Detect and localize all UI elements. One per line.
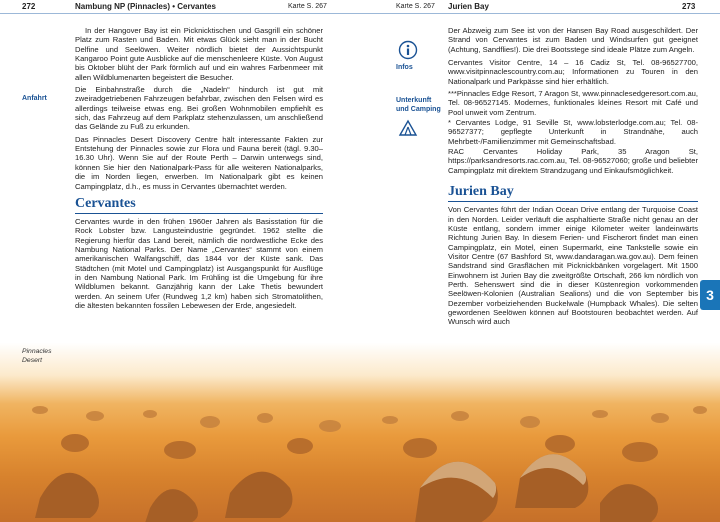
lodging-entry: * Cervantes Lodge, 91 Seville St, www.lobsterlodge.com.au; Tel. 08-96527377; gepflegte Unterkunft in Strandnähe, auch Mehrbett-/Familienzimmer mit Gemeinschaftsbad.: [448, 118, 698, 146]
lodging-entry: RAC Cervantes Holiday Park, 35 Aragon St, https://parksandresorts.rac.com.au, Tel. 08-96527060; große und beliebter Campingplatz mit direktem Strandzugang und Einkaufsmöglichkeit.: [448, 147, 698, 175]
running-head: Jurien Bay: [448, 2, 489, 11]
running-head: Nambung NP (Pinnacles) • Cervantes: [75, 2, 216, 11]
margin-label-infos: Infos: [396, 64, 413, 71]
chapter-tab[interactable]: 3: [700, 280, 720, 310]
page-number: 272: [22, 2, 36, 11]
info-icon: [398, 40, 418, 60]
right-body: [448, 26, 698, 328]
right-running-header: [360, 0, 720, 14]
paragraph: In der Hangover Bay ist ein Picknicktischen und Gasgrill ein schöner Platz zum Rasten und Baden. Mit etwas Glück sieht man in der Bucht Delfine und Seelöwen. Weiter nördlich bietet der Aussichtspunkt Kangaroo Point gute Ausblicke auf die menschenleere Küste. Von August bis Oktober blüht der Park förmlich auf und ein wahres Farbenmeer mit allen Wildblumenarten begeistert die Besucher.: [75, 26, 323, 82]
paragraph: Der Abzweig zum See ist von der Hansen Bay Road ausgeschildert. Der Strand von Cervantes ist zum Baden und Windsurfen gut geeignet (Achtung, Sandflies!). Die drei Bootsstege sind ideale Plätze zum Angeln.: [448, 26, 698, 54]
info-entry: Cervantes Visitor Centre, 14 – 16 Cadiz St, Tel. 08-96527700, www.visitpinnaclescountry.com.au; Informationen zu Touren in den Nationalpark und Parkpässe sind hier erhältlich.: [448, 58, 698, 86]
map-reference: Karte S. 267: [396, 3, 435, 10]
margin-label-anfahrt: Anfahrt: [22, 95, 47, 102]
margin-label-camping: Unterkunft und Camping: [396, 97, 441, 113]
lodging-entry: ***Pinnacles Edge Resort, 7 Aragon St, www.pinnaclesedgeresort.com.au, Tel. 08-96527145. Modernes, funktionales kleines Resort mit Café und Pool unweit vom Zentrum.: [448, 89, 698, 117]
page-number: 273: [682, 2, 696, 11]
tent-icon: [398, 118, 418, 138]
section-heading: Cervantes: [75, 195, 323, 214]
section-heading: Jurien Bay: [448, 183, 698, 202]
paragraph: Von Cervantes führt der Indian Ocean Drive entlang der Turquoise Coast in den Norden. Leider verläuft die asphaltierte Straße nicht genau an der Küste entlang, sondern immer einige Kilometer weiter landeinwärts Richtung Jurien Bay. In diesem Ferien- und Fischerort findet man einen Campingplatz, ein Motel, einen Supermarkt, eine Tankstelle sowie ein Visitor Centre (67 Bashford St, www.dandaragan.wa.gov.au). Dem feinen Sandstrand sind Grasflächen mit Picknickbänken vorgelagert. Mit 1500 Einwohnern ist Jurien Bay die zweitgrößte Ortschaft, 266 km nördlich von Perth. Sehenswert sind die in dieser Küstenregion vorkommenden Seelöwen-Kolonien (Australian Sealions) und die von September bis Dezember vorbeiziehenden Buckelwale (Humpback Whales). Die selten gewordenen Seelöwen können auf Bootstouren beobachtet werden. Auf Wunsch wird auch: [448, 205, 698, 327]
paragraph: Cervantes wurde in den frühen 1960er Jahren als Basisstation für die Rock Lobster bzw. Langusteindustrie gegründet. 1962 stellte die Regierung hierfür das Land bereit, nämlich die nordwestliche Ecke des Nambung National Parks. Der Name „Cervantes“ stammt von einem amerikanischen Walfangschiff, das 1844 vor der Küste sank. Das Städtchen (mit Motel und Campingplatz) ist Ausgangspunkt für Ausflüge in den Nambung National Park. Im Frühling ist die Umgebung für ihre Wildblumen bekannt. Ganzjährig kann der Lake Thetis bewundert werden. An seinem Ufer (Rundweg 1,2 km) haben sich Stromatolithen, die ältesten bekannten fossilen Lebewesen der Erde, angesiedelt.: [75, 216, 323, 310]
photo-caption: Pinnacles Desert: [22, 348, 52, 364]
right-page: [360, 0, 720, 522]
paragraph: Die Einbahnstraße durch die „Nadeln“ hindurch ist gut mit zweiradgetriebenen Fahrzeugen befahrbar, zwischen den Felsen wird es allerdings teilweise etwas eng. Bei großen Wohnmobilen empfiehlt es sich, das Fahrzeug auf dem Parkplatz stehenzulassen, um anschließend das Gelände zu Fuß zu erkunden.: [75, 85, 323, 132]
left-body: [75, 26, 323, 311]
left-running-header: [0, 0, 360, 14]
paragraph: Das Pinnacles Desert Discovery Centre hält interessante Fakten zur Entstehung der Pinnacles sowie zur Flora und Fauna bereit (tägl. 9.30–16.30 Uhr). Wenn Sie auf der Route Perth – Darwin unterwegs sind, können Sie hier den Nationalpark-Pass für alle weiteren Nationalparks, die im Norden liegen, erwerben. Im Nationalpark gibt es keinen Campingplatz, d.h., es muss in Cervantes übernachtet werden.: [75, 134, 323, 191]
map-reference: Karte S. 267: [288, 3, 327, 10]
